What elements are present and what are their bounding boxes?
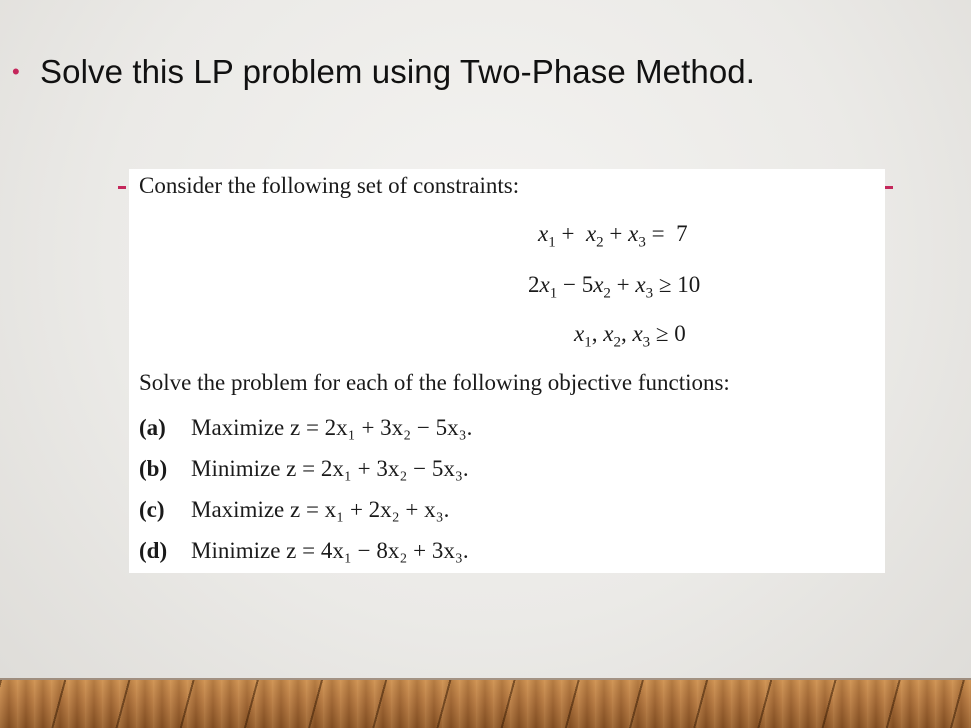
part-d [139, 538, 469, 564]
problem-intro: Consider the following set of constraints: [139, 173, 520, 198]
part-text: Minimize z = 4x₁ − 8x₂ + 3x₃. [191, 538, 469, 563]
nonnegativity-constraint: $x_1$, $x_2$, $x_3 \ge 0$ [574, 321, 686, 351]
wooden-floor-decoration [0, 680, 971, 728]
slide-title: Solve this LP problem using Two-Phase Method. [40, 53, 756, 90]
accent-dash-left [118, 186, 126, 189]
constraint-1: $x_1 + x_2 + x_3 = 7$ [538, 221, 688, 251]
accent-dash-right [885, 186, 893, 189]
part-text: Maximize z = x₁ + 2x₂ + x₃. [191, 497, 450, 522]
slide-title-row [12, 50, 755, 94]
part-label: (a) [139, 415, 166, 440]
bullet-icon: • [12, 59, 20, 84]
problem-image [129, 169, 885, 573]
part-text: Maximize z = 2x₁ + 3x₂ − 5x₃. [191, 415, 473, 440]
part-a [139, 415, 472, 441]
part-text: Minimize z = 2x₁ + 3x₂ − 5x₃. [191, 456, 469, 481]
part-label: (d) [139, 538, 168, 563]
part-b [139, 456, 469, 482]
part-c [139, 497, 449, 523]
constraint-2: $2x_1 - 5x_2 + x_3 \ge 10$ [528, 272, 701, 302]
part-label: (c) [139, 497, 165, 522]
part-label: (b) [139, 456, 168, 481]
problem-instruction: Solve the problem for each of the following objective functions: [139, 370, 730, 395]
